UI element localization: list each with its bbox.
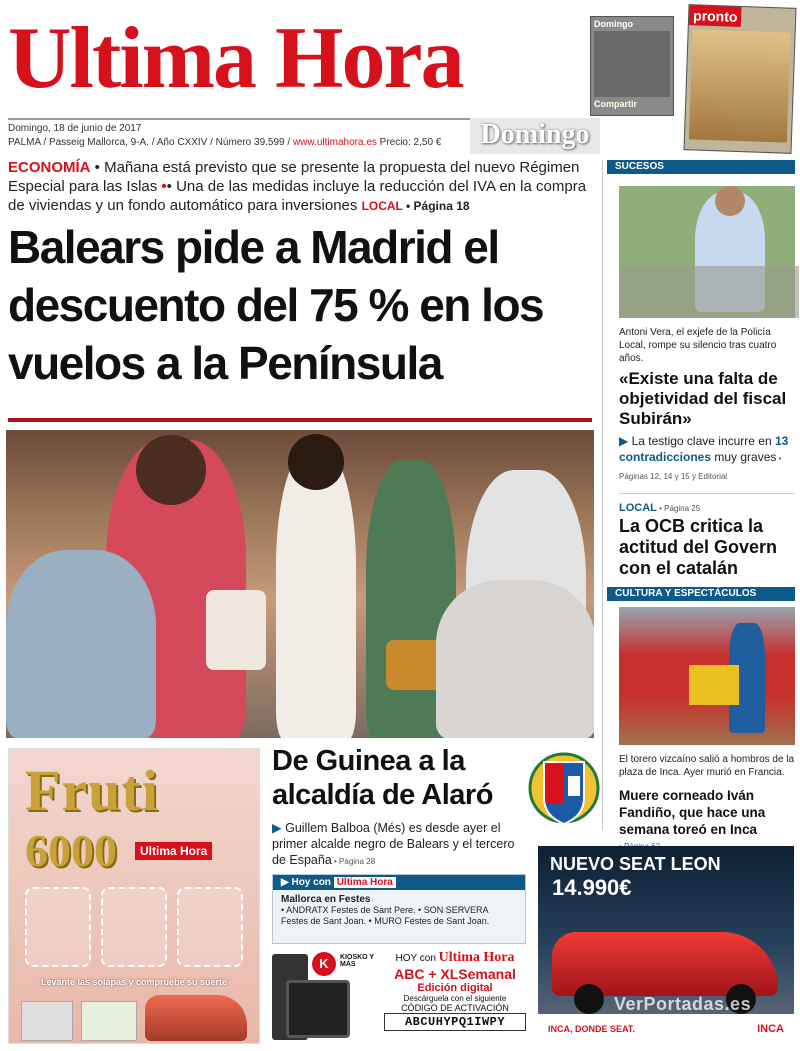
scratch-slot[interactable] [101, 887, 167, 967]
kiosko-product: ABC + XLSemanal [394, 966, 516, 982]
promo-photo [594, 31, 670, 97]
hoy-con-box[interactable] [272, 874, 526, 944]
sidebar [607, 160, 795, 851]
local-block: LOCAL • Página 25 La OCB critica la actitud del Govern con el catalán [619, 493, 795, 579]
cultura-caption: El torero vizcaíno salió a hombros de la plaza de Inca. Ayer murió en Francia. [619, 754, 795, 778]
sucesos-section-head: SUCESOS [607, 160, 795, 174]
scratch-slot[interactable] [177, 887, 243, 967]
sponsor-logo [81, 1001, 137, 1041]
sucesos-body: ▶ La testigo clave incurre en 13 contradicciones muy graves • Páginas 12, 14 y 15 y Editorial [619, 434, 789, 481]
kicker-page: • Página 18 [402, 199, 470, 213]
kicker-section: ECONOMÍA [8, 159, 91, 176]
hoy-con-head: ▶ Hoy con Ultima Hora [273, 875, 525, 890]
kiosko-logo-icon: K [312, 952, 336, 976]
kiosko-logo-label: KIOSKO Y MÁS [340, 954, 374, 968]
kiosko-desc: Descárguela con el siguiente [403, 994, 507, 1003]
lead-kicker: ECONOMÍA • Mañana está previsto que se presente la propuesta del nuevo Régimen Especial para las Islas •• Una de las medidas incluye la reducción del IVA en la compra de viviendas y un fondo automático para inversiones LOCAL • Página 18 [8, 159, 587, 214]
promo-domingo-thumbnail[interactable] [590, 16, 674, 116]
seat-price: 14.990€ [552, 875, 632, 900]
promo-cover-photo [689, 29, 791, 142]
seat-dealer: INCA [757, 1023, 784, 1035]
promo-compartir-label: Compartir [594, 99, 638, 109]
fruti-title: Fruti [25, 758, 159, 823]
issue-details: PALMA / Passeig Mallorca, 9-A. / Año CXXIV / Número 39.599 / www.ultimahora.es Precio: 2,50 € [8, 137, 442, 148]
kiosko-promo[interactable] [272, 950, 526, 1044]
issue-date: Domingo, 18 de junio de 2017 [8, 123, 142, 134]
mallorca-festes-title: Mallorca en Festes [281, 894, 371, 905]
edition-tag: Domingo [470, 118, 600, 154]
fruti-tagline: Levante las solapas y compruebe su suerte [40, 977, 228, 987]
guinea-headline[interactable]: De Guinea a la alcaldía de Alaró [272, 745, 493, 811]
sucesos-caption: Antoni Vera, el exjefe de la Policía Local, rompe su silencio tras cuatro años. [619, 327, 777, 364]
sucesos-photo[interactable] [619, 186, 795, 318]
cultura-section-head: CULTURA Y ESPECTÁCULOS [607, 587, 795, 601]
local-headline[interactable]: La OCB critica la actitud del Govern con el catalán [619, 516, 778, 578]
tablet-image [286, 980, 350, 1038]
cultura-headline[interactable]: Muere corneado Iván Fandiño, que hace una semana toreó en Inca [619, 788, 766, 837]
fruti-6000-ad[interactable] [8, 748, 260, 1044]
sucesos-headline[interactable]: «Existe una falta de objetividad del fiscal Subirán» [619, 369, 787, 428]
activation-code[interactable]: ABCUHYPQ1IWPY [384, 1013, 526, 1031]
headline-rule [8, 418, 592, 422]
opel-logo [21, 1001, 73, 1041]
masthead-title: Ultima Hora [8, 10, 463, 107]
kiosko-hoy: HOY con Ultima Hora [395, 950, 515, 965]
promo-pronto-label: pronto [689, 5, 742, 27]
column-divider [602, 160, 603, 830]
kiosko-edition: Edición digital [417, 982, 493, 994]
seat-title: NUEVO SEAT LEON [550, 854, 721, 874]
promo-domingo-label: Domingo [594, 19, 633, 29]
fruti-brand: Ultima Hora [135, 842, 212, 860]
kiosko-code-label: CÓDIGO DE ACTIVACIÓN [401, 1003, 509, 1013]
local-label: LOCAL [619, 502, 657, 514]
fruti-number: 6000 [25, 825, 117, 876]
festes-list: • ANDRATX Festes de Sant Pere. • SON SERVERA Festes de Sant Joan. • MURO Festes de Sant Joan. [281, 905, 490, 926]
car-image [145, 995, 247, 1041]
kicker-local: LOCAL [361, 199, 403, 213]
alaro-crest-icon [528, 748, 600, 830]
seat-slogan: INCA, DONDE SEAT. [548, 1024, 635, 1034]
guinea-body: ▶ Guillem Balboa (Més) es desde ayer el primer alcalde negro de Balears y el tercero de España • Página 28 [272, 821, 515, 867]
watermark: VerPortadas.es [614, 994, 752, 1014]
cultura-photo[interactable] [619, 607, 795, 745]
promo-pronto-thumbnail[interactable] [683, 4, 796, 154]
main-photo[interactable] [6, 430, 594, 738]
website-link[interactable]: www.ultimahora.es [292, 137, 377, 148]
main-headline[interactable]: Balears pide a Madrid el descuento del 75 % en los vuelos a la Península [8, 221, 544, 389]
scratch-slot[interactable] [25, 887, 91, 967]
